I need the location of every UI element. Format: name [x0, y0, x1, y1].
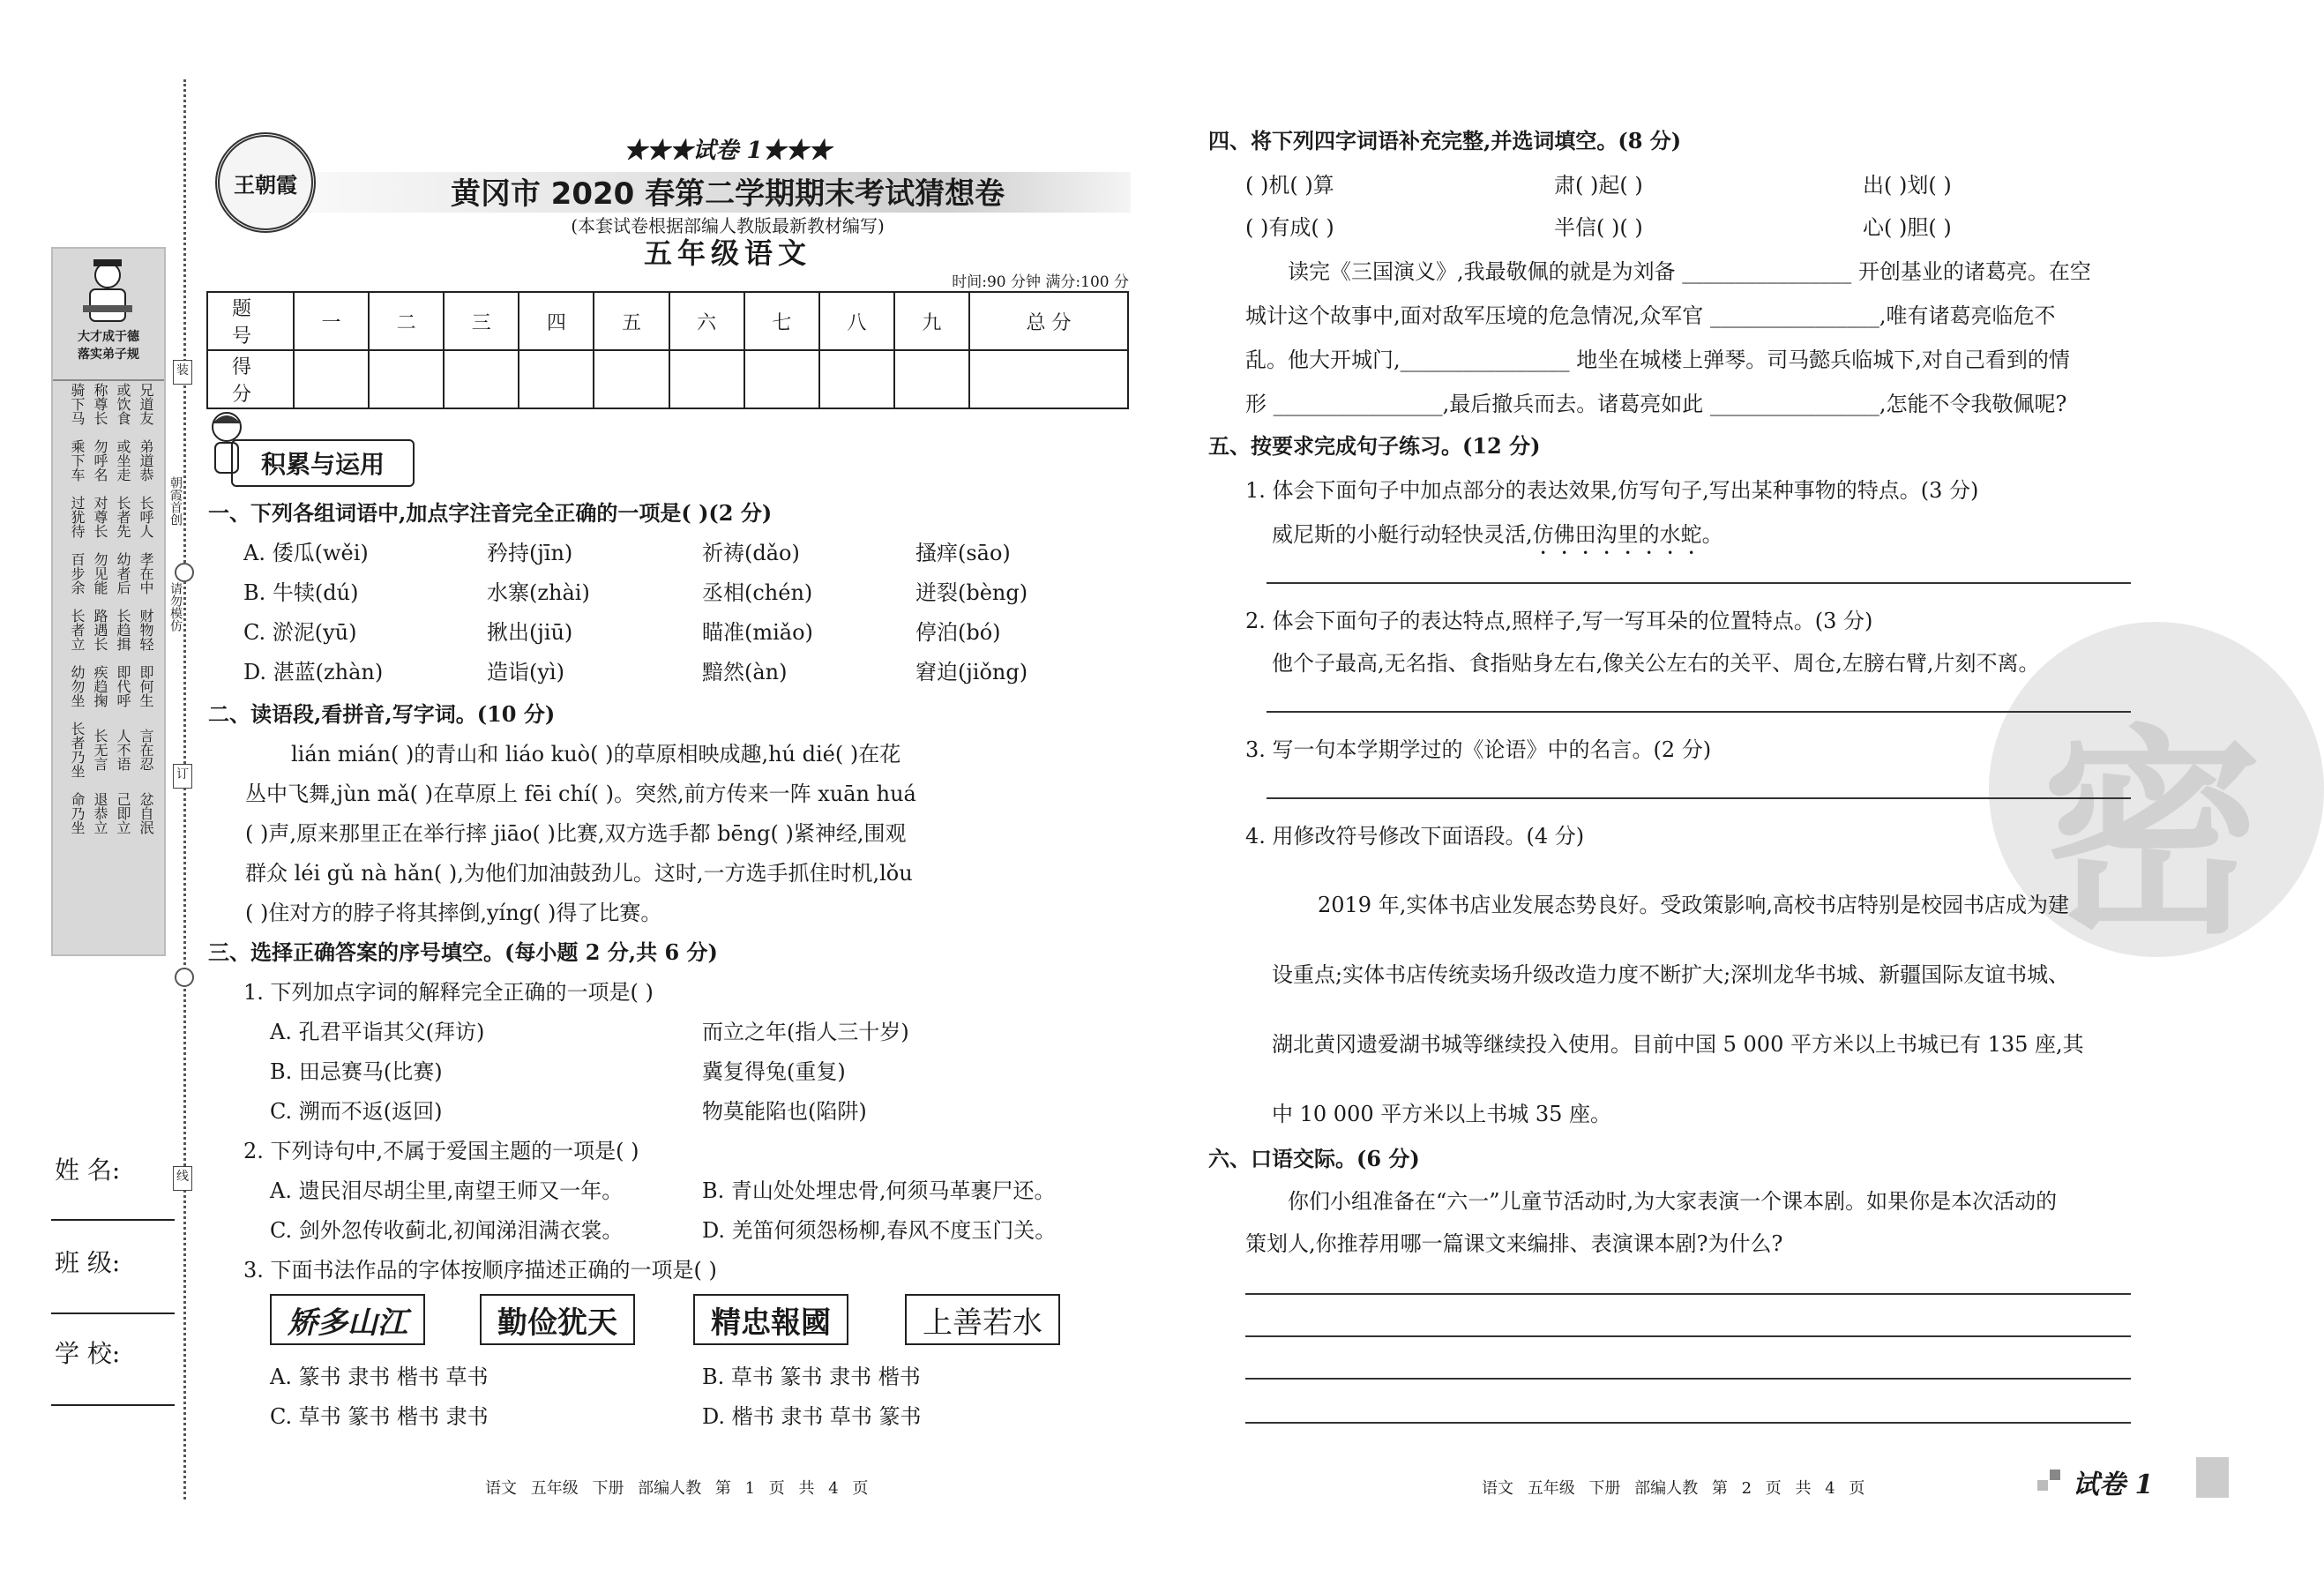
table-cell: 八 [819, 292, 894, 350]
q1-option: D. 湛蓝(zhàn) [243, 660, 384, 684]
verse-text: 百步余 [69, 552, 86, 595]
verse-text: 过犹待 [69, 496, 86, 538]
section-label: 积累与运用 [231, 439, 415, 487]
q1-option: 迸裂(bèng) [915, 580, 1028, 605]
q4-title: 四、将下列四字词语补充完整,并选词填空。(8 分) [1208, 128, 1682, 153]
q1-option: A. 倭瓜(wěi) [243, 541, 369, 565]
verse-text: 命乃坐 [69, 792, 86, 834]
paper-tag: 试卷 1 [2073, 1470, 2154, 1500]
q1-option: 搔痒(sāo) [915, 541, 1011, 565]
q4-blank[interactable]: ( )机( )算 [1245, 173, 1334, 198]
page-footer: 语文 五年级 下册 部编人教 第 1 页 共 4 页 [485, 1479, 869, 1498]
q5-paragraph: 中 10 000 平方米以上书城 35 座。 [1272, 1102, 1612, 1126]
example-dotted-text: 仿佛田沟里的水蛇 [1532, 522, 1702, 547]
verse-grid [64, 383, 155, 877]
brand-text: 王朝霞 [234, 171, 297, 198]
q5-paragraph: 设重点;实体书店传统卖场升级改造力度不断扩大;深圳龙华书城、新疆国际友谊书城、 [1272, 962, 2070, 987]
q2-line: 丛中飞舞,jùn mǎ( )在草原上 fēi chí( )。突然,前方传来一阵 xuān huá [245, 782, 916, 806]
q5-example: 他个子最高,无名指、食指贴身左右,像关公左右的关平、周仓,左膀右臂,片刻不离。 [1272, 651, 2040, 676]
margin-note: 请勿模仿 [168, 582, 183, 632]
paper-number: ★★★试卷 1★★★ [624, 138, 832, 164]
score-header-row [207, 292, 1128, 350]
verse-text: 疾趋掬 [92, 665, 108, 707]
answer-line[interactable] [1245, 1335, 2131, 1337]
verse-text: 忿自泯 [138, 792, 154, 834]
q5-sub2: 2. 体会下面句子的表达特点,照样子,写一写耳朵的位置特点。(3 分) [1245, 609, 1873, 633]
score-input[interactable] [519, 350, 594, 408]
q4-paragraph: 形 ________________,最后撤兵而去。诸葛亮如此 ________________,怎能不令我敬佩呢? [1245, 392, 2067, 416]
sidebar-panel [51, 247, 166, 956]
q1-option: 停泊(bó) [915, 620, 1001, 645]
q2-line: ( )住对方的脖子将其摔倒,yíng( )得了比赛。 [245, 901, 662, 925]
verse-text: 长者先 [115, 496, 131, 538]
answer-line[interactable] [1245, 1293, 2131, 1295]
q3-option: B. 草书 篆书 隶书 楷书 [702, 1365, 921, 1389]
brand-logo [215, 132, 316, 233]
page-footer: 语文 五年级 下册 部编人教 第 2 页 共 4 页 [1482, 1479, 1865, 1498]
verse-text: 财物轻 [138, 609, 154, 651]
score-input[interactable] [669, 350, 744, 408]
q1-option: 揪出(jiū) [487, 620, 573, 645]
verse-text: 骑下马 [69, 383, 86, 425]
binding-hole-icon [175, 563, 194, 582]
score-input[interactable] [594, 350, 669, 408]
class-field-label: 班 级: [55, 1248, 121, 1277]
binding-hole-icon [175, 968, 194, 987]
score-input[interactable] [444, 350, 519, 408]
binding-dotted-line [183, 79, 186, 1499]
page-title: 黄冈市 2020 春第二学期期末考试猜想卷 [450, 176, 1005, 212]
verse-text: 己即立 [115, 792, 131, 834]
cut-mark: 线 [173, 1166, 192, 1191]
q1-title: 一、下列各组词语中,加点字注音完全正确的一项是( )(2 分) [208, 500, 773, 526]
q3-sub3: 3. 下面书法作品的字体按顺序描述正确的一项是( ) [243, 1258, 717, 1283]
table-cell: 五 [594, 292, 669, 350]
q3-sub2: 2. 下列诗句中,不属于爱国主题的一项是( ) [243, 1139, 639, 1163]
q4-blank[interactable]: 肃( )起( ) [1554, 173, 1643, 198]
verse-text: 弟道恭 [138, 439, 154, 482]
q6-title: 六、口语交际。(6 分) [1208, 1146, 1420, 1171]
verse-text: 长无言 [92, 729, 108, 771]
q1-option: 水寨(zhài) [487, 580, 590, 605]
verse-text: 长者乃坐 [69, 722, 86, 778]
verse-text: 孝在中 [138, 552, 154, 595]
verse-text: 长者立 [69, 609, 86, 651]
school-field[interactable] [51, 1404, 175, 1406]
q2-title: 二、读语段,看拼音,写字词。(10 分) [208, 701, 556, 727]
table-cell: 三 [444, 292, 519, 350]
q3-option: A. 孔君平诣其父(拜访) [270, 1020, 485, 1044]
verse-text: 或坐走 [115, 439, 131, 482]
q3-title: 三、选择正确答案的序号填空。(每小题 2 分,共 6 分) [208, 939, 718, 965]
verse-text: 对尊长 [92, 496, 108, 538]
calligraphy-sample: 上善若水 [905, 1294, 1060, 1345]
table-cell: 题 号 [207, 292, 294, 350]
calligraphy-sample: 勤俭犹天 [480, 1294, 635, 1345]
q1-option: C. 淤泥(yū) [243, 620, 357, 645]
q4-blank[interactable]: 出( )划( ) [1863, 173, 1952, 198]
table-cell: 九 [894, 292, 969, 350]
q5-sub4: 4. 用修改符号修改下面语段。(4 分) [1245, 824, 1585, 849]
q4-blank[interactable]: 半信( )( ) [1554, 215, 1643, 240]
q1-option: B. 牛犊(dú) [243, 580, 359, 605]
q1-option: 矜持(jīn) [487, 541, 573, 565]
answer-line[interactable] [1267, 797, 2131, 799]
q3-option: A. 篆书 隶书 楷书 草书 [270, 1365, 489, 1389]
q2-line: lián mián( )的青山和 liáo kuò( )的草原相映成趣,hú dié( )在花 [291, 742, 901, 767]
q4-blank[interactable]: ( )有成( ) [1245, 215, 1334, 240]
q5-example [1272, 517, 1723, 559]
score-input[interactable] [744, 350, 819, 408]
q3-option: A. 遗民泪尽胡尘里,南望王师又一年。 [270, 1178, 624, 1203]
calligraphy-sample: 精忠報國 [693, 1294, 848, 1345]
q1-option: 造诣(yì) [487, 660, 564, 684]
q2-line: 群众 léi gǔ nà hǎn( ),为他们加油鼓劲儿。这时,一方选手抓住时机,lǒu [245, 861, 913, 886]
q6-paragraph: 策划人,你推荐用哪一篇课文来编排、表演课本剧?为什么? [1245, 1231, 1783, 1256]
q5-sub1: 1. 体会下面句子中加点部分的表达效果,仿写句子,写出某种事物的特点。(3 分) [1245, 478, 1979, 503]
verse-text: 即何生 [138, 665, 154, 707]
class-field[interactable] [51, 1313, 175, 1314]
verse-text: 幼勿坐 [69, 665, 86, 707]
q5-sub3: 3. 写一句本学期学过的《论语》中的名言。(2 分) [1245, 737, 1712, 762]
q5-paragraph: 湖北黄冈遗爱湖书城等继续投入使用。目前中国 5 000 平方米以上书城已有 135 座,其 [1272, 1032, 2084, 1057]
verse-text: 乘下车 [69, 439, 86, 482]
q1-option: 窘迫(jiǒng) [915, 660, 1028, 684]
q3-option: D. 羌笛何须怨杨柳,春风不度玉门关。 [702, 1218, 1057, 1243]
margin-note: 朝霞首创 [168, 476, 183, 526]
motto-line: 落实弟子规 [78, 348, 139, 362]
motto [53, 328, 164, 363]
verse-text: 退恭立 [92, 792, 108, 834]
q4-blank[interactable]: 心( )胆( ) [1863, 215, 1952, 240]
score-input[interactable] [819, 350, 894, 408]
table-cell: 六 [669, 292, 744, 350]
cartoon-scholar-icon [79, 256, 136, 326]
answer-line[interactable] [1267, 582, 2131, 584]
cut-mark: 订 [173, 764, 192, 789]
q5-paragraph: 2019 年,实体书店业发展态势良好。受政策影响,高校书店特别是校园书店成为建 [1318, 893, 2069, 917]
q3-option: 而立之年(指人三十岁) [702, 1020, 909, 1044]
q3-option: D. 楷书 隶书 草书 篆书 [702, 1404, 922, 1429]
verse-text: 勿见能 [92, 552, 108, 595]
name-field-label: 姓 名: [55, 1155, 121, 1185]
q4-paragraph: 读完《三国演义》,我最敬佩的就是为刘备 ________________ 开创基业的诸葛亮。在空 [1288, 259, 2091, 284]
answer-line[interactable] [1267, 711, 2131, 713]
grade-subject: 五年级语文 [643, 236, 811, 270]
verse-text: 幼者后 [115, 552, 131, 595]
table-cell: 得 分 [207, 350, 294, 408]
verse-text: 勿呼名 [92, 439, 108, 482]
verse-text: 即代呼 [115, 665, 131, 707]
verse-text: 兄道友 [138, 383, 154, 425]
cut-mark: 装 [173, 360, 192, 385]
motto-line: 大才成于德 [78, 330, 139, 344]
example-text: 威尼斯的小艇行动轻快灵活, [1272, 522, 1533, 547]
q3-option: B. 青山处处埋忠骨,何须马革裹尸还。 [702, 1178, 1056, 1203]
q2-line: ( )声,原来那里正在举行摔 jiāo( )比赛,双方选手都 bēng( )紧神经,围观 [245, 821, 907, 846]
table-cell: 总 分 [969, 292, 1128, 350]
table-cell: 七 [744, 292, 819, 350]
answer-line[interactable] [1245, 1422, 2131, 1424]
score-row [207, 350, 1128, 408]
stamp-text: 密 [2042, 704, 2262, 963]
q1-option: 丞相(chén) [702, 580, 813, 605]
name-field[interactable] [51, 1219, 175, 1221]
q4-paragraph: 城计这个故事中,面对敌军压境的危急情况,众军官 ________________,唯有诸葛亮临危不 [1245, 303, 2056, 328]
score-input[interactable] [894, 350, 969, 408]
subtitle: (本套试卷根据部编人教版最新教材编写) [571, 215, 885, 236]
score-table [206, 291, 1129, 409]
q3-option: C. 溯而不返(返回) [270, 1099, 443, 1124]
q1-option: 祈祷(dǎo) [702, 541, 800, 565]
score-input[interactable] [369, 350, 444, 408]
score-input[interactable] [294, 350, 369, 408]
verse-text: 长趋揖 [115, 609, 131, 651]
q3-option: 冀复得兔(重复) [702, 1059, 846, 1084]
decorative-squares-icon [2037, 1466, 2064, 1492]
q3-option: 物莫能陷也(陷阱) [702, 1099, 867, 1124]
score-input[interactable] [969, 350, 1128, 408]
time-info: 时间:90 分钟 满分:100 分 [952, 273, 1129, 291]
q3-option: C. 剑外忽传收蓟北,初闻涕泪满衣裳。 [270, 1218, 624, 1243]
table-cell: 四 [519, 292, 594, 350]
verse-text: 言在忍 [138, 729, 154, 771]
tag-bar [2196, 1457, 2229, 1498]
q5-title: 五、按要求完成句子练习。(12 分) [1208, 433, 1541, 459]
example-text: 。 [1701, 522, 1723, 547]
answer-line[interactable] [1245, 1378, 2131, 1380]
q3-option: B. 田忌赛马(比赛) [270, 1059, 443, 1084]
verse-text: 或饮食 [115, 383, 131, 425]
calligraphy-sample: 矫多山江 [270, 1294, 425, 1345]
verse-text: 路遇长 [92, 609, 108, 651]
q3-option: C. 草书 篆书 楷书 隶书 [270, 1404, 489, 1429]
verse-text: 人不语 [115, 729, 131, 771]
q4-paragraph: 乱。他大开城门,________________ 地坐在城楼上弹琴。司马懿兵临城下,对自己看到的情 [1245, 348, 2070, 372]
q3-sub1: 1. 下列加点字词的解释完全正确的一项是( ) [243, 980, 654, 1005]
verse-text: 称尊长 [92, 383, 108, 425]
school-field-label: 学 校: [55, 1339, 121, 1368]
table-cell: 一 [294, 292, 369, 350]
q1-option: 瞄准(miǎo) [702, 620, 813, 645]
q6-paragraph: 你们小组准备在“六一”儿童节活动时,为大家表演一个课本剧。如果你是本次活动的 [1288, 1189, 2058, 1214]
table-cell: 二 [369, 292, 444, 350]
q1-option: 黯然(àn) [702, 660, 788, 684]
verse-text: 长呼人 [138, 496, 154, 538]
